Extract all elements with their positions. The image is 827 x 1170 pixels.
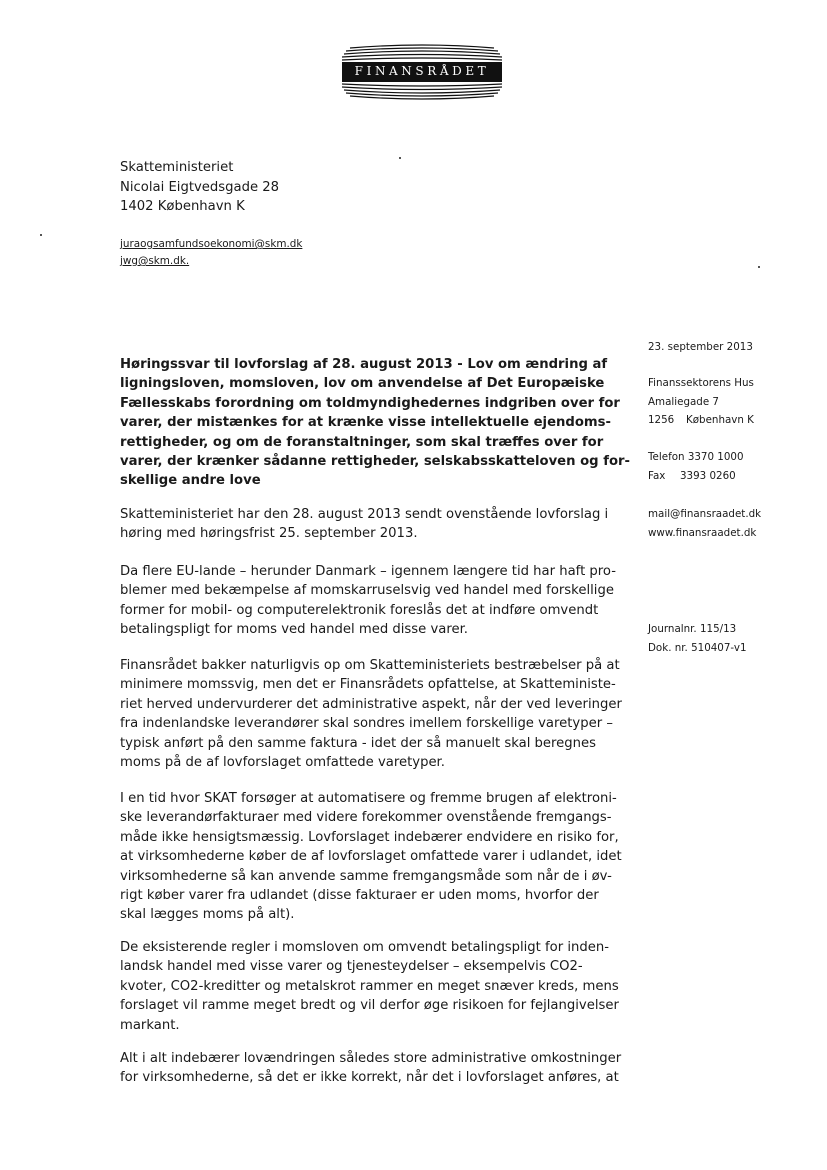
sender-email[interactable]: mail@finansraadet.dk [648,508,762,520]
paragraph-line: fra indenlandske leverandører skal sondres imellem forskellige varetyper – [120,716,613,732]
sender-city: København K [686,414,754,426]
paragraph-line: blemer med bekæmpelse af momskarruselsvig ved handel med forskellige [120,583,614,599]
paragraph-line: skal lægges moms på alt). [120,907,295,923]
reference-numbers [648,620,747,657]
body-paragraph [120,789,622,925]
paragraph-line: Skatteministeriet har den 28. august 2013 sendt ovenstående lovforslag i [120,507,609,522]
paragraph-line: former for mobil- og computerelektronik foreslås det at indføre omvendt [120,602,599,618]
recipient-address [120,158,279,217]
sender-address [648,374,754,430]
paragraph-line: at virksomhederne køber de af lovforslaget omfattede varer i udlandet, idet [120,849,622,865]
phone-number: 3370 1000 [687,451,744,463]
journal-number: Journalnr. 115/13 [648,623,737,635]
subject-line: Høringssvar til lovforslag af 28. august 2013 - Lov om ændring af [120,357,608,372]
finansraadet-logo [336,44,508,100]
paragraph-line: minimere momssvig, men det er Finansrådets opfattelse, at Skatteministe- [120,677,616,693]
subject-line: ligningsloven, momsloven, lov om anvendelse af Det Europæiske [120,376,605,392]
scan-speck [40,234,42,236]
body-paragraph [120,562,616,640]
paragraph-line: måde ikke hensigtsmæssig. Lovforslaget indebærer endvidere en risiko for, [120,829,619,845]
paragraph-line: ske leverandørfakturaer med videre forekommer ovenstående fremgangs- [120,810,612,826]
recipient-line: 1402 København K [120,199,245,214]
sender-org: Finanssektorens Hus [648,377,754,389]
sender-website[interactable]: www.finansraadet.dk [648,526,757,539]
subject-line: Fællesskabs forordning om toldmyndighedernes indgriben over for [120,395,620,411]
paragraph-line: Alt i alt indebærer lovændringen således store administrative omkostninger [120,1051,622,1066]
fax-line [648,467,744,486]
paragraph-line: for virksomhederne, så det er ikke korrekt, når det i lovforslaget anføres, at [120,1070,619,1086]
paragraph-line: typisk anført på den samme faktura - idet der så manuelt skal beregnes [120,735,596,751]
paragraph-line: De eksisterende regler i momsloven om omvendt betalingspligt for inden- [120,940,609,955]
subject-line: skellige andre love [120,473,261,489]
body-paragraph [120,505,608,544]
paragraph-line: høring med høringsfrist 25. september 2013. [120,526,418,542]
scan-speck [399,157,401,159]
phone-label: Telefon [648,451,685,463]
paragraph-line: virksomhederne så kan anvende samme fremgangsmåde som når de i øv- [120,868,612,884]
scan-speck [758,266,760,268]
paragraph-line: moms på de af lovforslaget omfattede varetyper. [120,755,445,771]
paragraph-line: I en tid hvor SKAT forsøger at automatisere og fremme brugen af elektroni- [120,791,617,806]
paragraph-line: kvoter, CO2-kreditter og metalskrot rammer en meget snæver kreds, mens [120,978,619,994]
recipient-emails [120,236,302,270]
paragraph-line: betalingspligt for moms ved handel med disse varer. [120,622,468,638]
subject-line: varer, der mistænkes for at krænke visse intellektuelle ejendoms- [120,415,611,431]
recipient-line: Skatteministeriet [120,160,234,175]
paragraph-line: markant. [120,1017,180,1033]
subject-heading [120,355,630,491]
paragraph-line: rigt køber varer fra udlandet (disse fakturaer er uden moms, hvorfor der [120,888,599,904]
document-number: Dok. nr. 510407-v1 [648,641,747,654]
sender-contact [648,448,744,485]
fax-number: 3393 0260 [680,469,736,482]
letter-date: 23. september 2013 [648,341,753,353]
body-paragraph [120,656,622,772]
phone-line [648,448,744,467]
paragraph-line: landsk handel med visse varer og tjenesteydelser – eksempelvis CO2- [120,959,583,975]
email-link[interactable]: juraogsamfundsoekonomi@skm.dk [120,238,303,250]
fax-label: Fax [648,469,666,482]
paragraph-line: forslaget vil ramme meget bredt og vil derfor øge risikoen for fejlangivelser [120,998,619,1014]
paragraph-line: Da flere EU-lande – herunder Danmark – igennem længere tid har haft pro- [120,564,617,579]
sender-street: Amaliegade 7 [648,395,719,408]
sender-online [648,505,761,542]
paragraph-line: Finansrådet bakker naturligvis op om Skatteministeriets bestræbelser på at [120,658,620,673]
body-paragraph [120,1049,621,1088]
paragraph-line: riet herved undervurderer det administrative aspekt, når der ved leveringer [120,696,622,712]
subject-line: varer, der krænker sådanne rettigheder, selskabsskatteloven og for- [120,454,630,470]
body-paragraph [120,938,619,1035]
sender-city-line [648,411,754,430]
subject-line: rettigheder, og om de foranstaltninger, som skal træffes over for [120,434,604,450]
recipient-line: Nicolai Eigtvedsgade 28 [120,179,280,195]
email-link[interactable]: jwg@skm.dk. [120,255,190,267]
sender-postcode: 1256 [648,414,675,426]
logo-wordmark: FINANSRÅDET [354,64,490,78]
